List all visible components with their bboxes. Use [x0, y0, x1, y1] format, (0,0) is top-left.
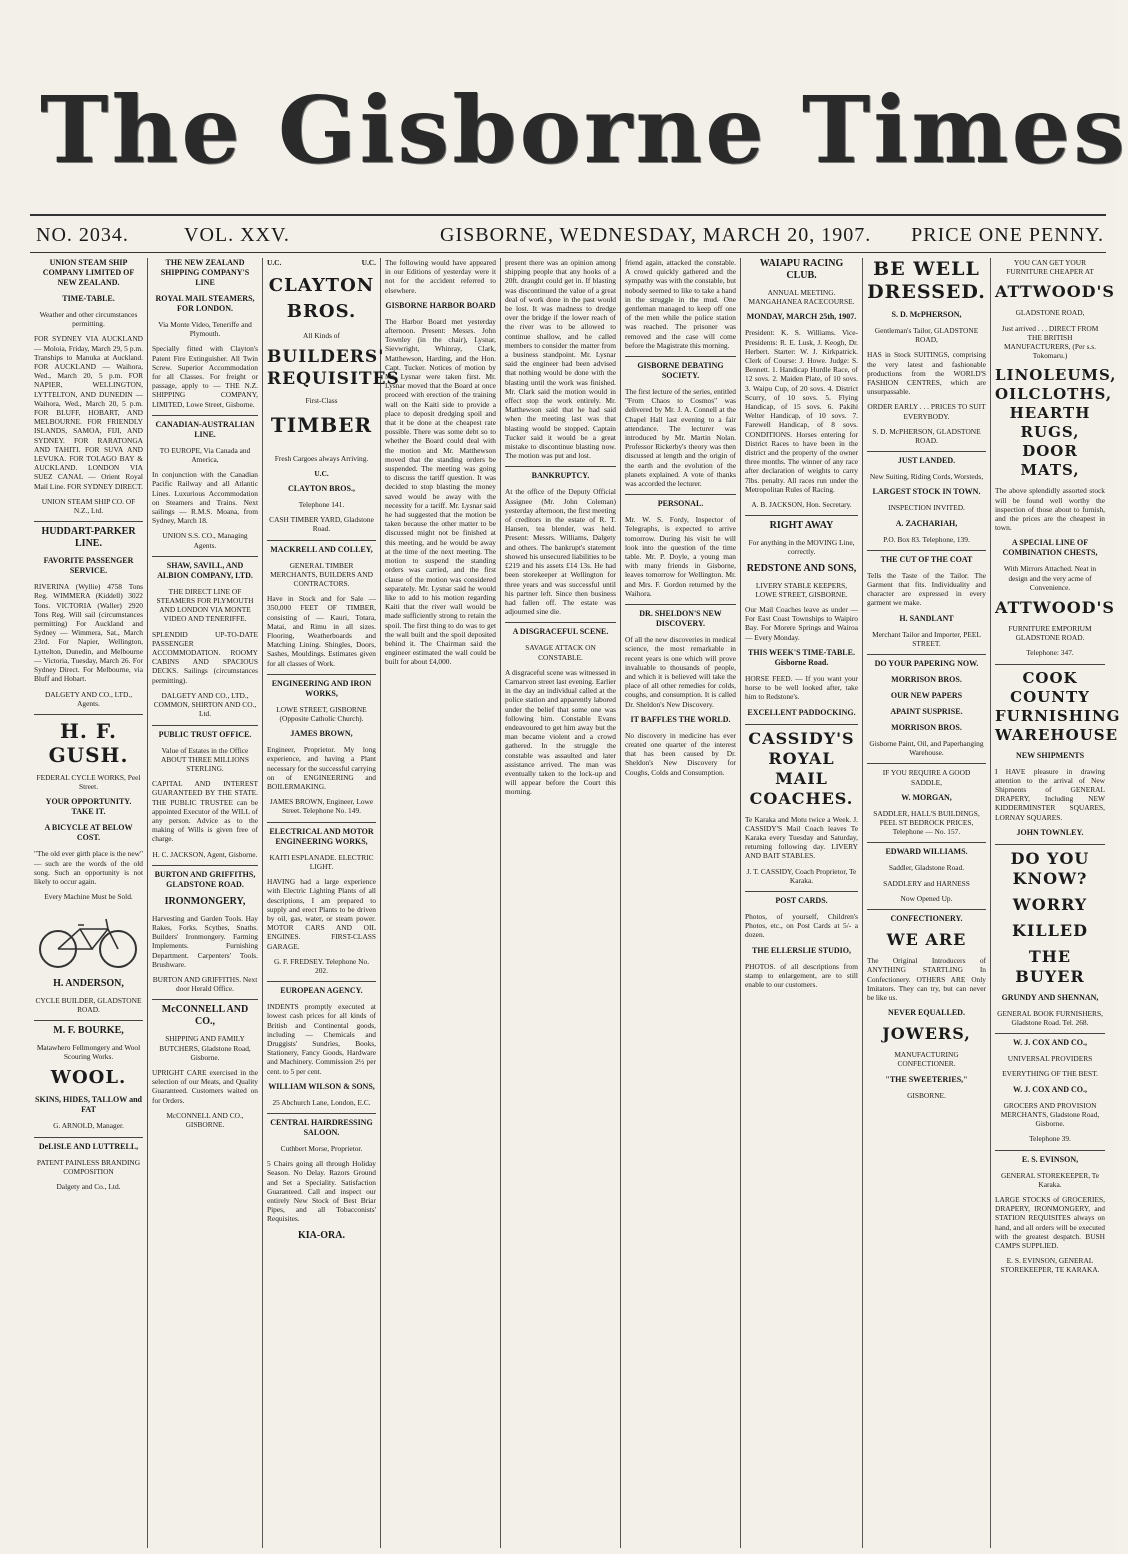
- divider: [995, 1150, 1105, 1151]
- divider: [995, 1033, 1105, 1034]
- bourke-heading: M. F. BOURKE,: [53, 1024, 124, 1036]
- mackrell-body: Have in Stock and for Sale — 350,000 FEET OF TIMBER, consisting of — Kauri, Totara, Matai, and Rimu in all sizes. Flooring, Weatherboards and Matching Lining. Shingles, Doors, Sashes, Mouldings. Estimates given for all classes of Work.: [267, 594, 376, 668]
- public-trust-sign: H. C. JACKSON, Agent, Gisborne.: [152, 849, 258, 859]
- evinson-sub: GENERAL STOREKEEPER, Te Karaka.: [1000, 1170, 1100, 1189]
- divider: [995, 664, 1105, 665]
- builders-heading: BUILDERS' REQUISITES: [267, 347, 400, 390]
- redstone-body: Our Mail Coaches leave as under — For East Coast Townships to Waipiro Bay. For Morere Springs and Wairoa — Every Monday.: [745, 605, 858, 642]
- universal-providers: UNIVERSAL PROVIDERS: [1007, 1054, 1093, 1064]
- waiapu-sign: A. B. JACKSON, Hon. Secretary.: [751, 500, 852, 510]
- column-9: [991, 258, 1121, 1550]
- bankruptcy-heading: BANKRUPTCY.: [531, 471, 590, 481]
- disgraceful-sub: SAVAGE ATTACK ON CONSTABLE.: [525, 643, 596, 662]
- divider: [34, 1137, 143, 1138]
- combination-chests: A SPECIAL LINE OF COMBINATION CHESTS,: [1002, 538, 1098, 558]
- divider: [867, 451, 986, 452]
- nz-shipping-body: Specially fitted with Clayton's Patent Fire Extinguisher. All Twin Screw. Superior Accommodation for all Classes. For freight or passage, apply to — THE N.Z. SHIPPING COMPANY, LIMITED, Lowe Street, Gisborne.: [152, 344, 258, 409]
- divider: [267, 822, 376, 823]
- divider: [745, 515, 858, 516]
- uc-row: [267, 258, 376, 267]
- ironmongery-heading: IRONMONGERY,: [164, 895, 246, 907]
- issue-number: NO. 2034.: [36, 223, 129, 246]
- inspection-invited: INSPECTION INVITED.: [888, 503, 965, 513]
- james-brown: JAMES BROWN,: [290, 729, 353, 739]
- personal-heading: PERSONAL.: [657, 499, 704, 509]
- morgan-sub: SADDLER, HALL'S BUILDINGS, PEEL ST BEDROCK PRICES, Telephone — No. 157.: [873, 808, 980, 837]
- wilson-sub: 25 Abchurch Lane, London, E.C.: [272, 1097, 371, 1107]
- papering-heading: DO YOUR PAPERING NOW.: [874, 659, 979, 669]
- morse-sign: Cuthbert Morse, Proprietor.: [280, 1143, 363, 1153]
- masthead-rule: [30, 214, 1106, 216]
- via-monte: Via Monte Video, Teneriffe and Plymouth.: [158, 320, 252, 339]
- public-trust-body: CAPITAL AND INTEREST GUARANTEED BY THE STATE. THE PUBLIC TRUSTEE can be appointed Executor of the WILL of any person. Advice as to the making of Wills is given free of charge.: [152, 779, 258, 844]
- disgraceful-body: A disgraceful scene was witnessed in Carnarvon street last evening. Earlier in the day an individual called at the police station and apparently labored under the belief that some one was following him. Constable Evans endeavoured to get him away but the man became violent and a crowd gathered. In the struggle the constable was assaulted and later assistance arrived. The man was eventually taken to the lock-up and will appear before the Court this morning.: [505, 667, 616, 797]
- sweeteries: "THE SWEETERIES,": [885, 1074, 968, 1084]
- timber-heading: TIMBER: [270, 412, 373, 437]
- divider: [867, 909, 986, 910]
- nz-shipping-heading: THE NEW ZEALAND SHIPPING COMPANY'S LINE: [160, 258, 250, 287]
- killed-heading: KILLED: [1012, 920, 1088, 940]
- bankruptcy-body: At the office of the Deputy Official Assignee (Mr. John Coleman) yesterday afternoon, the first meeting of creditors in the estate of R. T. Hansen, tea blender, was held. Present: Messrs. Williams, Dalgety and others. The bankrupt's statement showed his unsecured liabilities to be £219 and his assets £14 13s. He had been storekeeper at Wellington for three years and was successful until his partner left. Since then business had fallen off. The estate was adjourned sine die.: [505, 487, 616, 617]
- column-4: [381, 258, 500, 1550]
- mcpherson-heading: S. D. McPHERSON,: [891, 310, 962, 319]
- first-class: First-Class: [305, 396, 338, 406]
- all-kinds: All Kinds of: [303, 331, 340, 341]
- attwood-road: GLADSTONE ROAD,: [1015, 308, 1085, 318]
- huddart-sub: FAVORITE PASSENGER SERVICE.: [43, 556, 134, 576]
- divider: [152, 556, 258, 557]
- gush-sub: FEDERAL CYCLE WORKS, Peel Street.: [36, 772, 141, 792]
- furniture-cheaper: YOU CAN GET YOUR FURNITURE CHEAPER AT: [1006, 258, 1094, 277]
- waiapu-date: MONDAY, MARCH 25th, 1907.: [746, 312, 857, 322]
- divider: [867, 550, 986, 551]
- jowers-heading: JOWERS,: [882, 1024, 971, 1044]
- cassidy-body: Te Karaka and Motu twice a Week. J. CASSIDY'S Mail Coach leaves Te Karaka every Tuesday and Saturday, returning following day. LIVERY AND BAIT STABLES.: [745, 814, 858, 861]
- mackrell-heading: MACKRELL AND COLLEY,: [270, 544, 373, 554]
- baffles-heading: IT BAFFLES THE WORLD.: [630, 714, 731, 724]
- cut-of-coat: THE CUT OF THE COAT: [880, 554, 973, 564]
- canadian-body: In conjunction with the Canadian Pacific Railway and all Atlantic Lines. Luxurious Accommodation on Steamers and Trains. Next sailings — R.M.S. Moana, from Sydney, March 18.: [152, 470, 258, 526]
- issue-date: GISBORNE, WEDNESDAY, MARCH 20, 1907.: [440, 223, 872, 246]
- dateline: [36, 218, 1108, 252]
- hairdressing-body: 5 Chairs going all through Holiday Season. No Delay. Razors Ground and Set a Speciality. Satisfaction Guaranteed. Call and inspect our entirely New Stock of Best Briar Pipes, and all Tobacconists' Requisites.: [267, 1159, 376, 1224]
- uc-mark: U.C.: [314, 468, 329, 478]
- european-agency-body: INDENTS promptly executed at lowest cash prices for all kinds of British and Continental goods, including — Chemicals and Druggists' Sundries, Books, Stationery, Fancy Goods, Hardware and Machinery. Commission 2½ per cent. to 5 per cent.: [267, 1002, 376, 1076]
- debating-heading: GISBORNE DEBATING SOCIETY.: [637, 361, 724, 381]
- wool-heading: WOOL.: [50, 1067, 127, 1089]
- cassidy-sign: J. T. CASSIDY, Coach Proprietor, Te Karaka.: [746, 866, 857, 885]
- timetable-heading: TIME-TABLE.: [62, 294, 115, 303]
- cox-telephone: Telephone 39.: [1029, 1134, 1071, 1144]
- ellerslie-heading: THE ELLERSLIE STUDIO,: [752, 945, 851, 955]
- canadian-sub: TO EUROPE, Via Canada and America,: [159, 445, 251, 465]
- divider: [995, 844, 1105, 845]
- mcconnell-sign: McCONNELL AND CO., GISBORNE.: [166, 1110, 244, 1129]
- european-agency-heading: EUROPEAN AGENCY.: [280, 986, 363, 996]
- personal-body: Mr. W. S. Fordy, Inspector of Telegraphs, is expected to arrive tomorrow. During his visit he will look into the question of the time table. Mr. P. Doyle, a young man with many friends in Gisborne, leaves tomorrow for Wellington. Mr. and Mrs. F. Gordon returned by the Waihora.: [625, 515, 736, 598]
- public-trust-sub: Value of Estates in the Office ABOUT THREE MILLIONS STERLING.: [160, 745, 249, 773]
- cox-grocers: GROCERS AND PROVISION MERCHANTS, Gladstone Road, Gisborne.: [1000, 1100, 1100, 1129]
- divider: [152, 725, 258, 726]
- zachariah-box: P.O. Box 83. Telephone, 139.: [883, 534, 970, 544]
- engineering-heading: ENGINEERING AND IRON WORKS,: [271, 678, 372, 698]
- bicycle-illustration: [34, 911, 143, 971]
- electrical-sub: KAITI ESPLANADE. ELECTRIC LIGHT.: [269, 852, 374, 871]
- dalgety-footer: Dalgety and Co., Ltd.: [56, 1181, 121, 1191]
- evinson-sign: E. S. EVINSON, GENERAL STOREKEEPER, TE KARAKA.: [1000, 1256, 1100, 1275]
- john-townley: JOHN TOWNLEY.: [1016, 827, 1084, 837]
- wool-sub: SKINS, HIDES, TALLOW and FAT: [35, 1095, 142, 1115]
- linoleums-heading: LINOLEUMS, OILCLOTHS, HEARTH RUGS, DOOR MATS,: [995, 366, 1117, 480]
- zachariah-heading: A. ZACHARIAH,: [895, 518, 958, 528]
- scene-continued: friend again, attacked the constable. A crowd quickly gathered and the sympathy was with the constable, but nobody seemed to like to take a hand in the struggle in the mud. One gentleman managed to keep off one of the men while the police station was reached. The prisoner was removed and the case will come before the Magistrate this morning.: [625, 258, 736, 350]
- do-you-know: DO YOU KNOW?: [1010, 848, 1090, 888]
- linoleums-body: The above splendidly assorted stock will be found well worthy the inspection of those about to furnish, and the prices are the cheapest in town.: [995, 486, 1105, 533]
- cook-county-heading: COOK COUNTY FURNISHING WAREHOUSE: [995, 668, 1121, 744]
- divider: [867, 842, 986, 843]
- timetable-body: FOR SYDNEY VIA AUCKLAND — Moloia, Friday, March 29, 5 p.m. Tranships to Manuka at Auckland. FOR AUCKLAND — Waihora, Wed., March 20, 5 p.m. FOR NAPIER, WELLINGTON, LYTTELTON, AND DUNEDIN — Waihora, Wed., March 20, 5 p.m. FOR BLUFF, HOBART, AND MELBOURNE. FOR FRIENDLY ISLANDS, SAMOA, FIJI, AND SYDNEY. FOR RARATONGA AND TAHITI. FOR SUVA AND LEVUKA. FOR TOLAGO BAY & AUCKLAND. LONDON VIA SUEZ CANAL — Orient Royal Mail Line. FOR SYDNEY DIRECT.: [34, 334, 143, 491]
- column-3: [263, 258, 400, 1550]
- furniture-emporium: FURNITURE EMPORIUM GLADSTONE ROAD.: [1008, 624, 1092, 643]
- confectionery: CONFECTIONERY.: [890, 914, 963, 924]
- bicycle-heading: A BICYCLE AT BELOW COST.: [44, 823, 133, 843]
- bourke-sub: Matawhero Fellmongery and Wool Scouring Works.: [36, 1042, 141, 1062]
- shipments-body: I HAVE pleasure in drawing attention to the arrival of New Shipments of GENERAL DRAPERY, Including NEW KIDDERMINSTER SQUARES, LORNAY SQUARES.: [995, 766, 1105, 822]
- divider: [152, 415, 258, 416]
- mcconnell-body: UPRIGHT CARE exercised in the selection of our Meats, and Quality Guaranteed. Customers waited on for Orders.: [152, 1067, 258, 1105]
- be-well-dressed: BE WELL DRESSED.: [867, 258, 986, 303]
- electrical-body: HAVING had a large experience with Electric Lighting Plants of all descriptions, I am prepared to supply and erect Plants to be driven by oil, gas, water, or steam power. MOTOR CARS AND OIL ENGINES. FIRST-CLASS GARAGE.: [267, 877, 376, 951]
- waiapu-heading: WAIAPU RACING CLUB.: [759, 258, 844, 281]
- new-papers: OUR NEW PAPERS: [890, 691, 963, 701]
- intro-note: The following would have appeared in our Editions of yesterday were it not for the accident referred to elsewhere.: [385, 258, 496, 295]
- public-trust-heading: PUBLIC TRUST OFFICE.: [158, 729, 252, 739]
- timber-yard: CASH TIMBER YARD, Gladstone Road.: [269, 515, 374, 534]
- divider: [625, 604, 736, 605]
- mcconnell-heading: McCONNELL AND CO.,: [161, 1004, 249, 1028]
- harbor-board-heading: GISBORNE HARBOR BOARD: [385, 300, 496, 310]
- royal-mail-heading: ROYAL MAIL STEAMERS, FOR LONDON.: [155, 294, 255, 313]
- huddart-body: RIVERINA (Wyllie) 4758 Tons Reg. WIMMERA (Kiddell) 3022 Tons. VICTORIA (Waller) 2920 Tons Reg. Will sail (circumstances permitting) For Auckland and Sydney — Wimmera, Sat., March 23rd. For Napier, Wellington, Lyttelton, Dunedin, and Melbourne — Victoria, Tuesday, March 26. For Sydney Direct. For Melbourne, via Bluff and Hobart.: [34, 582, 143, 684]
- column-5: [501, 258, 620, 1550]
- column-8: [863, 258, 990, 1550]
- wilson-heading: WILLIAM WILSON & SONS,: [268, 1081, 375, 1091]
- ussco-heading: UNION STEAM SHIP COMPANY LIMITED OF NEW ZEALAND.: [42, 258, 135, 287]
- engineering-sub: LOWE STREET, GISBORNE (Opposite Catholic Church).: [276, 704, 367, 724]
- jowers-sub: MANUFACTURING CONFECTIONER.: [894, 1050, 959, 1069]
- mcconnell-sub: SHIPPING AND FAMILY BUTCHERS, Gladstone Road, Gisborne.: [159, 1034, 251, 1062]
- sandlant-heading: H. SANDLANT: [899, 613, 954, 623]
- shaw-sub: THE DIRECT LINE OF STEAMERS FOR PLYMOUTH AND LONDON VIA MONTE VIDEO AND TENERIFFE.: [156, 586, 254, 624]
- every-machine: Every Machine Must be Sold.: [44, 892, 133, 902]
- burton-sign: BURTON AND GRIFFITHS. Next door Herald Office.: [152, 974, 258, 994]
- gush-body: "The old ever girth place is the new" — such are the words of the old song. Such an opportunity is not likely to occur again.: [34, 849, 143, 886]
- divider: [625, 494, 736, 495]
- gush-heading: H. F. GUSH.: [48, 718, 129, 767]
- divider: [267, 540, 376, 541]
- electrical-heading: ELECTRICAL AND MOTOR ENGINEERING WORKS,: [269, 826, 374, 846]
- dateline-rule: [30, 252, 1106, 253]
- dalgety-sign: DALGETY AND CO., LTD., Agents.: [44, 689, 133, 708]
- divider: [34, 714, 143, 715]
- mackrell-sub: GENERAL TIMBER MERCHANTS, BUILDERS AND CONTRACTORS.: [270, 560, 373, 589]
- burton-body: Harvesting and Garden Tools. Hay Rakes, Forks. Scythes, Snaths. Builders' Ironmongery. Farming Implements. Furnishing Department. Carpenters' Tools. Brushware.: [152, 913, 258, 969]
- worry-heading: WORRY: [1012, 894, 1088, 914]
- waiapu-sub: ANNUAL MEETING. MANGAHANEA RACECOURSE.: [748, 288, 855, 307]
- redstone-heading: REDSTONE AND SONS,: [746, 562, 857, 574]
- shaw-sign: DALGETY AND CO., LTD., COMMON, SHIRTON AND CO., Ltd.: [153, 690, 257, 719]
- opportunity-heading: YOUR OPPORTUNITY. TAKE IT.: [45, 797, 132, 817]
- attwood-heading-2: ATTWOOD'S: [995, 598, 1115, 618]
- column-6: [621, 258, 740, 1550]
- divider: [34, 521, 143, 522]
- cox-heading-2: W. J. COX AND CO.,: [1013, 1084, 1087, 1094]
- order-early: ORDER EARLY . . . PRICES TO SUIT EVERYBODY.: [867, 402, 986, 421]
- newspaper-title: The Gisborne Times: [40, 76, 1128, 184]
- opened-up: Now Opened Up.: [900, 893, 953, 903]
- landed-items: New Suiting, Riding Cords, Worsteds,: [869, 472, 984, 482]
- cox-heading: W. J. COX AND CO.,: [1013, 1038, 1087, 1048]
- sheldon-heading: DR. SHELDON'S NEW DISCOVERY.: [639, 609, 722, 629]
- paint-surprise: APAINT SUSPRISE.: [890, 707, 963, 717]
- right-away: RIGHT AWAY: [769, 520, 834, 532]
- clayton-sign: CLAYTON BROS.,: [288, 484, 355, 494]
- just-landed: JUST LANDED.: [897, 456, 956, 466]
- shaw-heading: SHAW, SAVILL, AND ALBION COMPANY, LTD.: [157, 560, 253, 580]
- mcpherson-sub: Gentleman's Tailor, GLADSTONE ROAD,: [874, 326, 979, 345]
- hairdressing-heading: CENTRAL HAIRDRESSING SALOON.: [270, 1117, 373, 1137]
- cut-body: Tells the Taste of the Tailor. The Garment that fits. Individuality and character are expressed in every garment we make.: [867, 570, 986, 608]
- divider: [867, 763, 986, 764]
- clayton-heading: CLAYTON BROS.: [268, 275, 375, 323]
- post-cards-body: Photos, of yourself, Children's Photos, etc., on Post Cards at 5/- a dozen.: [745, 911, 858, 940]
- ellerslie-body: PHOTOS. of all descriptions from stamp to enlargement, are to still enable to our customers.: [745, 961, 858, 989]
- morrison-heading-2: MORRISON BROS.: [891, 723, 962, 733]
- jowers-gisborne: GISBORNE.: [907, 1090, 946, 1100]
- just-arrived: Just arrived . . . DIRECT FROM THE BRITISH MANUFACTURERS, (Per s.s. Tokomaru.): [1001, 323, 1099, 361]
- williams-sub: Saddler, Gladstone Road.: [888, 863, 965, 873]
- column-1: [30, 258, 147, 1550]
- brown-sign: JAMES BROWN, Engineer, Lowe Street. Telephone No. 149.: [269, 797, 374, 816]
- divider: [267, 674, 376, 675]
- shaw-body: SPLENDID UP-TO-DATE PASSENGER ACCOMMODATION. ROOMY CABINS AND SPACIOUS DECKS. Sailings (circumstances permitting).: [152, 629, 258, 685]
- arnold-sign: G. ARNOLD, Manager.: [53, 1121, 124, 1131]
- harbor-continued: present there was an opinion among shipping people that any hooks of a 20ft. draught could get in. If blasting was discontinued the value of a great deal of work done in the past would be lost. It was madness to dredge over the bridge if the lower reach of the river was to be allowed to continue shallow, and he called members to consider the matter from a business standpoint. Mr. Lysnar said the engineer had been advised that nothing would be done with the blasting until the work was finished. Mr. Clark said the motion would in effect stop the work entirely. Mr. Matthewson said that he had said when the meeting last was that blasting would be stopped. Captain Tucker said it would be a great mistake to discontinue blasting now. The motion was put and lost.: [505, 258, 616, 461]
- issue-price: PRICE ONE PENNY.: [911, 223, 1104, 246]
- never-equalled: NEVER EQUALLED.: [888, 1008, 965, 1018]
- sandlant-sub: Merchant Tailor and Importer, PEEL STREET.: [872, 629, 981, 648]
- divider: [152, 999, 258, 1000]
- debating-body: The first lecture of the series, entitled "From Chaos to Cosmos" was delivered by Mr. J. A. Connell at the Chapel Hall last evening to a fair attendance. The lecturer was introduced by Mr. Martin Nolan. Professor Rickerby's theory was then discussed at length and the origin of the earth and the evolution of the planets explained. A vote of thanks was accorded the lecturer.: [625, 387, 736, 489]
- canadian-heading: CANADIAN-AUSTRALIAN LINE.: [155, 419, 255, 439]
- anderson-sub: CYCLE BUILDER, GLADSTONE ROAD.: [35, 995, 142, 1014]
- baffles-body: No discovery in medicine has ever created one quarter of the interest that has been caused by Dr. Sheldon's New Discovery for Coughs, Colds and Consumption.: [625, 730, 736, 777]
- clayton-telephone: Telephone 141.: [298, 500, 345, 510]
- grundy-heading: GRUNDY AND SHENNAN,: [1001, 992, 1099, 1002]
- paddocking: EXCELLENT PADDOCKING.: [747, 707, 856, 717]
- cassidy-heading: CASSIDY'S ROYAL MAIL COACHES.: [748, 728, 855, 808]
- column-7: [741, 258, 862, 1550]
- delisle-sub: PATENT PAINLESS BRANDING COMPOSITION: [36, 1157, 141, 1176]
- kia-ora: KIA-ORA.: [298, 1229, 345, 1241]
- divider: [505, 622, 616, 623]
- redstone-sub: LIVERY STABLE KEEPERS, LOWE STREET, GISBORNE.: [755, 580, 848, 599]
- williams-heading: EDWARD WILLIAMS.: [885, 847, 968, 857]
- harbor-board-body: The Harbor Board met yesterday afternoon. Present: Messrs. John Townley (in the chair), Lysnar, Sievwright, Whinray, Clark, Matthewson, Harding, and the Hon. Capt. Tucker. Notices of motion by Mr. Lysnar were taken first. Mr. Lysnar moved that the Board at once proceed with erection of the training wall on the Kaiti side to provide a place to deposit dredging spoil and that it be done at the cheapest rate possible. There was some debt so to whether the Board could deal with the motion and Mr. Matthewson moved that the standing orders be suspended. The meeting was going to discuss the tariff question. It was decided to stop blasting the money saved would be away with the necessity for a tariff. Mr. Lysnar said he had suggested that the motion be taken because the other matter to be discussed might not be finished at this meeting, and he would be away at the time of the next meeting. The motion to suspend the standing orders was carried, and the first clause of the motion was considered separately. Mr. Lysnar said he would like to add to his motion regarding Kaiti that the river wall would be made sufficiently strong to retain the spoil. The first thing to do was to get the wall built and the spoil deposited behind it. The Chairman said the engineer estimated the wall could be built for about £4,000.: [385, 316, 496, 667]
- waiapu-body: President: K. S. Williams. Vice-Presidents: R. E. Lusk, J. Keogh, Dr. Herbert. Starter: W. J. Kirkpatrick. Clerk of Course: J. Howe. Judge: S. Bennett. 1. Handicap Hurdle Race, of 12 sovs. 2. Maiden Plate, of 10 sovs. 3. Waipu Cup, of 20 sovs. 4. District Scurry, of 10 sovs. 5. Flying Handicap, of 15 sovs. 6. Pakihi Welter Handicap, of 10 sovs. 7. Farewell Handicap, of 8 sovs. CONDITIONS. Horses entering for District Races to have been in the district and the property of the owner three months. The winner of any race after declaration of weights to carry 7lbs. penalty. All races run under the Metropolitan Rules of Racing.: [745, 328, 858, 494]
- everything-best: EVERYTHING OF THE BEST.: [1002, 1069, 1098, 1079]
- mcpherson-body: HAS in Stock SUITINGS, comprising the very latest and fashionable productions from the WORLD'S FASHION CENTRES, which are unsurpassable.: [867, 350, 986, 397]
- uc-right: U.C.: [361, 258, 376, 267]
- uc-left: U.C.: [267, 258, 282, 267]
- coach-timetable-heading: THIS WEEK'S TIME-TABLE. Gisborne Road.: [748, 647, 855, 667]
- right-away-sub: For anything in the MOVING Line, correctly.: [748, 538, 855, 557]
- divider: [505, 466, 616, 467]
- saddle-note: IF YOU REQUIRE A GOOD SADDLE,: [882, 768, 971, 787]
- we-are: WE ARE: [886, 930, 967, 950]
- saddlery-harness: SADDLERY and HARNESS: [883, 878, 970, 888]
- volume-number: VOL. XXV.: [184, 223, 290, 246]
- canadian-sign: UNION S.S. CO., Managing Agents.: [162, 531, 248, 550]
- masthead: [40, 62, 1128, 198]
- new-shipments: NEW SHIPMENTS: [1015, 750, 1085, 760]
- huddart-heading: HUDDART-PARKER LINE.: [41, 526, 136, 550]
- divider: [625, 356, 736, 357]
- attwood-heading: ATTWOOD'S: [995, 282, 1115, 302]
- divider: [867, 654, 986, 655]
- the-buyer-heading: THE BUYER: [1015, 946, 1085, 986]
- largest-stock: LARGEST STOCK IN TOWN.: [872, 487, 981, 497]
- timetable-note: Weather and other circumstances permitting.: [39, 310, 138, 329]
- divider: [745, 724, 858, 725]
- divider: [267, 1113, 376, 1114]
- divider: [152, 865, 258, 866]
- attwood-telephone: Telephone: 347.: [1026, 648, 1074, 658]
- divider: [745, 891, 858, 892]
- mirrors-note: With Mirrors Attached. Neat in design and the very acme of Convenience.: [1003, 564, 1097, 592]
- mcpherson-sign: S. D. McPHERSON, GLADSTONE ROAD.: [872, 426, 981, 446]
- morgan-heading: W. MORGAN,: [901, 792, 952, 802]
- sheldon-body: Of all the new discoveries in medical science, the most remarkable in recent years is one which will prove invaluable to thousands of people, and which it is believed will take the place of all other remedies for colds, coughs, and consumption. It is called Dr. Sheldon's New Discovery.: [625, 635, 736, 709]
- we-are-body: The Original Introducers of ANYTHING STARTLING In Confectionery. OTHERS ARE Only Imitators. They can try, but can never be like us.: [867, 956, 986, 1002]
- cargoes-note: Fresh Cargoes always Arriving.: [274, 453, 369, 463]
- brown-body: Engineer, Proprietor. My long experience, and having a Plant necessary for the successful carrying on of ENGINEERING and BOILERMAKING.: [267, 745, 376, 792]
- post-cards-heading: POST CARDS.: [775, 895, 828, 905]
- evinson-body: LARGE STOCKS of GROCERIES, DRAPERY, IRONMONGERY, and STATION REQUISITES always on hand, and all orders will be executed with the greatest despatch. BUSH CAMPS SUPPLIED.: [995, 1194, 1105, 1250]
- divider: [34, 1020, 143, 1021]
- anderson-heading: H. ANDERSON,: [53, 977, 124, 989]
- morrison-heading: MORRISON BROS.: [891, 675, 962, 685]
- burton-heading: BURTON AND GRIFFITHS, GLADSTONE ROAD.: [154, 869, 256, 889]
- horse-feed: HORSE FEED. — If you want your horse to be well looked after, take him to Redstone's.: [745, 673, 858, 702]
- delisle-heading: DeLISLE AND LUTTRELL,: [38, 1141, 139, 1151]
- morrison-sub: Gisborne Paint, Oil, and Paperhanging Warehouse.: [869, 739, 984, 758]
- grundy-sub: GENERAL BOOK FURNISHERS, Gladstone Road. Tel. 268.: [997, 1008, 1103, 1028]
- divider: [267, 981, 376, 982]
- fredsey-sign: G. F. FREDSEY. Telephone No. 202.: [273, 956, 370, 975]
- disgraceful-heading: A DISGRACEFUL SCENE.: [512, 627, 609, 637]
- evinson-heading: E. S. EVINSON,: [1021, 1154, 1079, 1164]
- ussco-sign: UNION STEAM SHIP CO. OF N.Z., Ltd.: [41, 496, 136, 516]
- column-2: [148, 258, 262, 1550]
